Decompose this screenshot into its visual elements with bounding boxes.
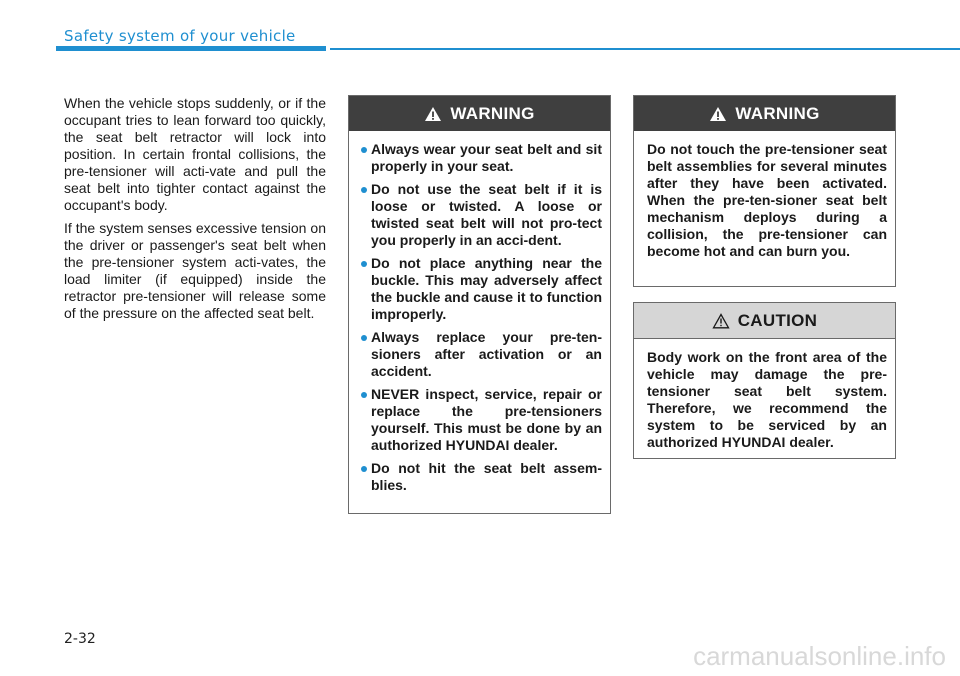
warning-title: WARNING: [735, 103, 820, 123]
warning-triangle-icon: [424, 106, 442, 122]
warning-list-item: Always wear your seat belt and sit properly in your seat.: [362, 141, 602, 175]
caution-header: [634, 303, 895, 339]
warning-list-item: NEVER inspect, service, repair or replace the pre-tensioners yourself. This must be done by an authorized HYUNDAI dealer.: [362, 386, 602, 454]
warning-text: Do not touch the pre-tensioner seat belt assemblies for several minutes after they have been activated. When the pre-ten-sioner seat belt mechanism deploys during a collision, the pre-tensioner can become hot and can burn you.: [647, 141, 887, 259]
warning-title: WARNING: [450, 103, 535, 123]
caution-box: [633, 302, 896, 459]
caution-triangle-icon: [712, 313, 730, 329]
caution-title: CAUTION: [737, 310, 818, 330]
page-number: 2-32: [64, 631, 96, 647]
warning-list: [362, 141, 602, 494]
caution-text: Body work on the front area of the vehicle may damage the pre-tensioner seat belt system. Therefore, we recommend the system to be serviced by an authorized HYUNDAI dealer.: [647, 349, 887, 450]
warning-list-item: Do not hit the seat belt assem-blies.: [362, 460, 602, 494]
header-rule-thin: [330, 48, 960, 50]
caution-body: [634, 339, 895, 451]
warning-list-item: Do not place anything near the buckle. This may adversely affect the buckle and cause it to function improperly.: [362, 255, 602, 323]
body-text-column: [64, 95, 326, 328]
warning-body: [634, 131, 895, 260]
body-paragraph: If the system senses excessive tension on the driver or passenger's seat belt when the pre-tensioner system acti-vates, the load limiter (if equipped) inside the retractor pre-tensioner will release some of the pressure on the affected seat belt.: [64, 220, 326, 321]
watermark: carmanualsonline.info: [693, 641, 946, 671]
header-rule-thick: [56, 46, 326, 51]
warning-body: [349, 131, 610, 494]
warning-header: [349, 96, 610, 131]
section-title: Safety system of your vehicle: [64, 27, 296, 45]
warning-list-item: Do not use the seat belt if it is loose or twisted. A loose or twisted seat belt will not pro-tect you properly in an acci-dent.: [362, 181, 602, 249]
warning-triangle-icon: [709, 106, 727, 122]
warning-header: [634, 96, 895, 131]
body-paragraph: When the vehicle stops suddenly, or if the occupant tries to lean forward too quickly, the seat belt retractor will lock into position. In certain frontal collisions, the pre-tensioner will acti-vate and pull the seat belt into tighter contact against the occupant's body.: [64, 95, 326, 213]
warning-box: [633, 95, 896, 287]
warning-list-item: Always replace your pre-ten-sioners after activation or an accident.: [362, 329, 602, 380]
warning-box: [348, 95, 611, 514]
